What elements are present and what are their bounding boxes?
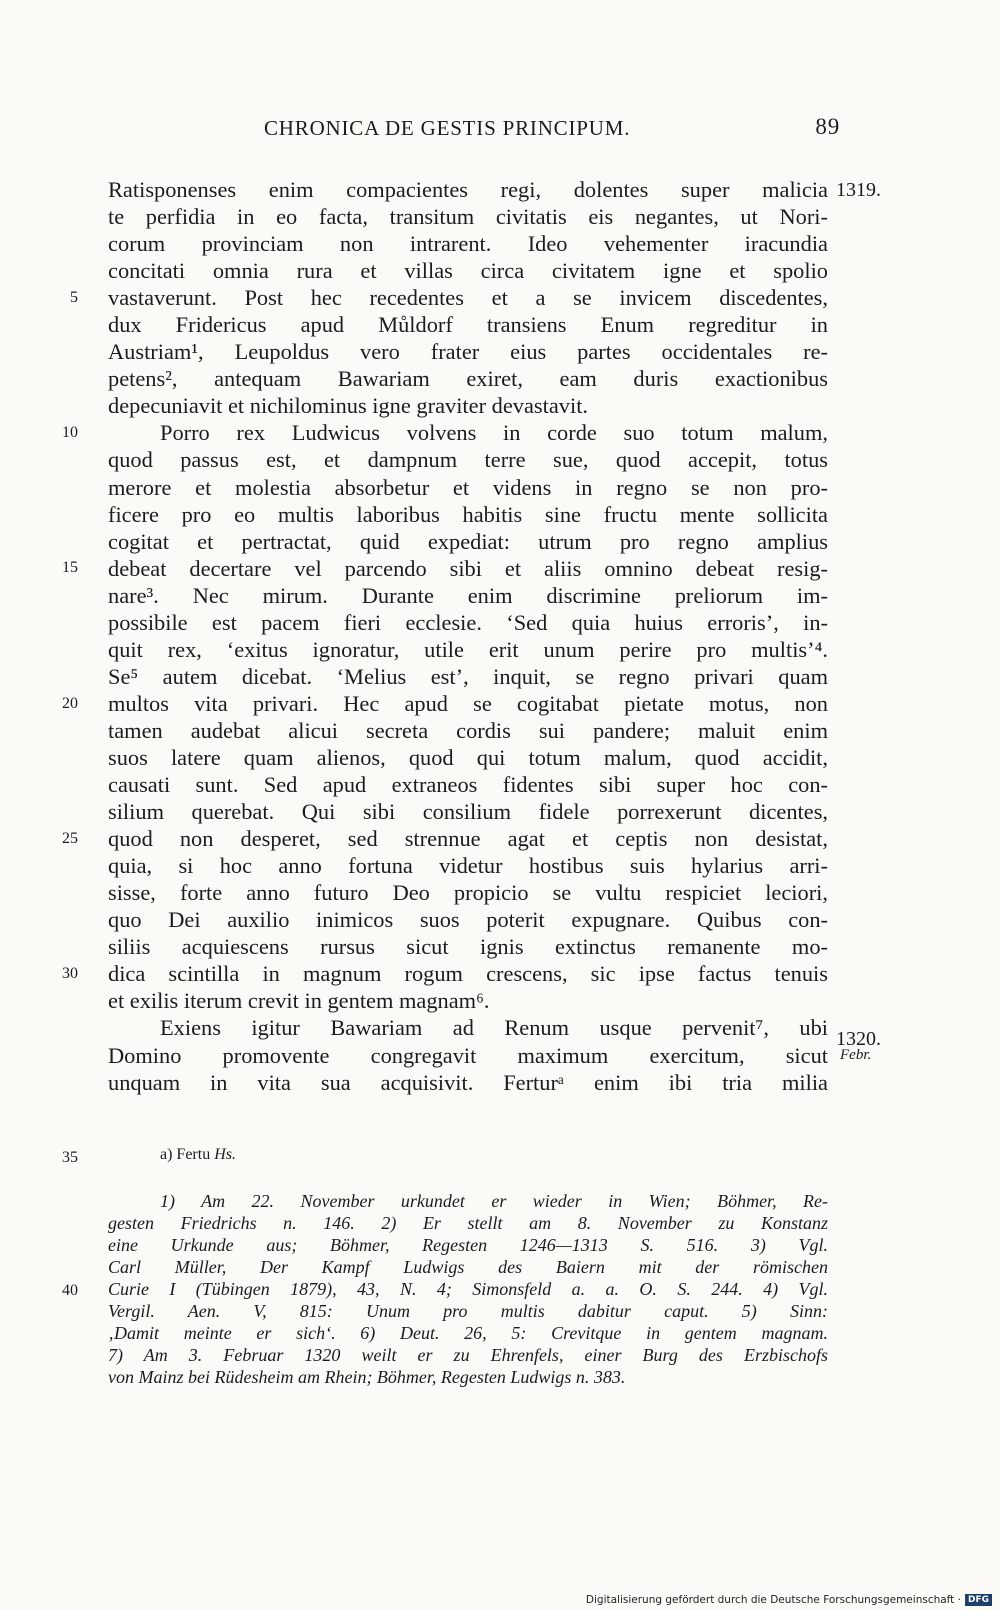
digitization-credit: [586, 1594, 992, 1606]
text-line: Domino promovente congregavit maximum exercitum, sicut: [108, 1042, 828, 1068]
margin-date-group: [836, 1028, 881, 1064]
line-number: 25: [62, 830, 78, 847]
text-line: multos vita privari. Hec apud se cogitabat pietate motus, non: [108, 690, 828, 716]
text-line: Ratisponenses enim compacientes regi, dolentes super malicia: [108, 177, 828, 202]
text-line: suos latere quam alienos, quod qui totum malum, quod accidit,: [108, 744, 828, 770]
dfg-logo: DFG: [965, 1594, 992, 1606]
margin-date-month: Febr.: [840, 1047, 872, 1063]
page-number: 89: [815, 114, 840, 139]
text-line: merore et molestia absorbetur et videns in regno se non pro-: [108, 474, 828, 500]
text-line: dux Fridericus apud Můldorf transiens Enum regreditur in: [108, 312, 828, 338]
footnote-line: Carl Müller, Der Kampf Ludwigs des Baiern mit der römischen: [108, 1257, 828, 1277]
text-line: petens², antequam Bawariam exiret, eam duris exactionibus: [108, 366, 828, 392]
running-head: [240, 116, 840, 148]
text-line: quia, si hoc anno fortuna videtur hostibus suis hylarius arri-: [108, 853, 828, 879]
footnote-line: 7) Am 3. Februar 1320 weilt er zu Ehrenfels, einer Burg des Erzbischofs: [108, 1345, 828, 1365]
text-line: quit rex, ‘exitus ignoratur, utile erit unum perire pro multis’⁴.: [108, 636, 828, 662]
footnote-line: Curie I (Tübingen 1879), 43, N. 4; Simonsfeld a. a. O. S. 244. 4) Vgl.: [108, 1279, 828, 1299]
footnote-line: 1) Am 22. November urkundet er wieder in Wien; Böhmer, Re-: [160, 1191, 828, 1211]
text-line: nare³. Nec mirum. Durante enim discrimine preliorum im-: [108, 582, 828, 608]
text-line: unquam in vita sua acquisivit. Ferturᵃ enim ibi tria milia: [108, 1069, 828, 1095]
text-line: Porro rex Ludwicus volvens in corde suo totum malum,: [160, 420, 828, 446]
line-number: 40: [62, 1282, 78, 1299]
text-line: quod passus est, et dampnum terre sue, quod accepit, totus: [108, 447, 828, 473]
text-line: te perfidia in eo facta, transitum civitatis eis negantes, ut Nori-: [108, 204, 828, 230]
footnote-line: Vergil. Aen. V, 815: Unum pro multis dabitur caput. 5) Sinn:: [108, 1301, 828, 1321]
text-line: Se⁵ autem dicebat. ‘Melius est’, inquit, se regno privari quam: [108, 663, 828, 689]
text-line: et exilis iterum crevit in gentem magnam⁶.: [108, 988, 490, 1014]
text-line: quo Dei auxilio inimicos suos poterit expugnare. Quibus con-: [108, 907, 828, 933]
line-number: 5: [70, 289, 78, 306]
text-line: possibile est pacem fieri ecclesie. ‘Sed quia huius erroris’, in-: [108, 609, 828, 635]
text-line: siliis acquiescens rursus sicut ignis extinctus remanente mo-: [108, 934, 828, 960]
text-line: Austriam¹, Leupoldus vero frater eius partes occidentales re-: [108, 339, 828, 365]
text-line: dica scintilla in magnum rogum crescens, sic ipse factus tenuis: [108, 961, 828, 987]
text-line: causati sunt. Sed apud extraneos fidentes sibi super hoc con-: [108, 772, 828, 798]
text-line: Exiens igitur Bawariam ad Renum usque pervenit⁷, ubi: [160, 1015, 828, 1041]
text-line: cogitat et pertractat, quid expediat: utrum pro regno amplius: [108, 528, 828, 554]
line-number: 30: [62, 965, 78, 982]
footnotes: [108, 1190, 828, 1388]
text-line: corum provinciam non intrarent. Ideo vehementer iracundia: [108, 231, 828, 257]
footnote-line: von Mainz bei Rüdesheim am Rhein; Böhmer, Regesten Ludwigs n. 383.: [108, 1367, 626, 1387]
text-line: depecuniavit et nichilominus igne graviter devastavit.: [108, 393, 589, 419]
line-number: 20: [62, 695, 78, 712]
text-line: ficere pro eo multis laboribus habitis sine fructu mente sollicita: [108, 501, 828, 527]
text-line: quod non desperet, sed strennue agat et ceptis non desistat,: [108, 826, 828, 852]
running-title: CHRONICA DE GESTIS PRINCIPUM.: [264, 116, 631, 140]
footnote-line: ‚Damit meinte er sich‘. 6) Deut. 26, 5: Crevitque in gentem magnam.: [108, 1323, 828, 1343]
apparatus-label: a) Fertu: [160, 1146, 211, 1163]
line-number: 15: [62, 559, 78, 576]
footnote-line: eine Urkunde aus; Böhmer, Regesten 1246—1313 S. 516. 3) Vgl.: [108, 1235, 828, 1255]
margin-date-year: 1320.: [836, 1028, 881, 1050]
apparatus-note: [160, 1146, 236, 1164]
line-number: 35: [62, 1149, 78, 1166]
margin-date: 1319.: [836, 179, 881, 201]
credit-text: Digitalisierung gefördert durch die Deutsche Forschungsgemeinschaft ·: [585, 1594, 961, 1606]
footnote-line: gesten Friedrichs n. 146. 2) Er stellt am 8. November zu Konstanz: [108, 1213, 828, 1233]
main-text: [108, 176, 828, 1096]
line-number: 10: [62, 424, 78, 441]
text-line: silium querebat. Qui sibi consilium fidele porrexerunt dicentes,: [108, 799, 828, 825]
text-line: sisse, forte anno futuro Deo propicio se vultu respiciet leciori,: [108, 880, 828, 906]
text-line: debeat decertare vel parcendo sibi et aliis omnino debeat resig-: [108, 555, 828, 581]
apparatus-source: Hs.: [214, 1146, 236, 1163]
text-line: vastaverunt. Post hec recedentes et a se invicem discedentes,: [108, 285, 828, 311]
text-line: tamen audebat alicui secreta cordis sui pandere; maluit enim: [108, 717, 828, 743]
text-line: concitati omnia rura et villas circa civitatem igne et spolio: [108, 258, 828, 284]
